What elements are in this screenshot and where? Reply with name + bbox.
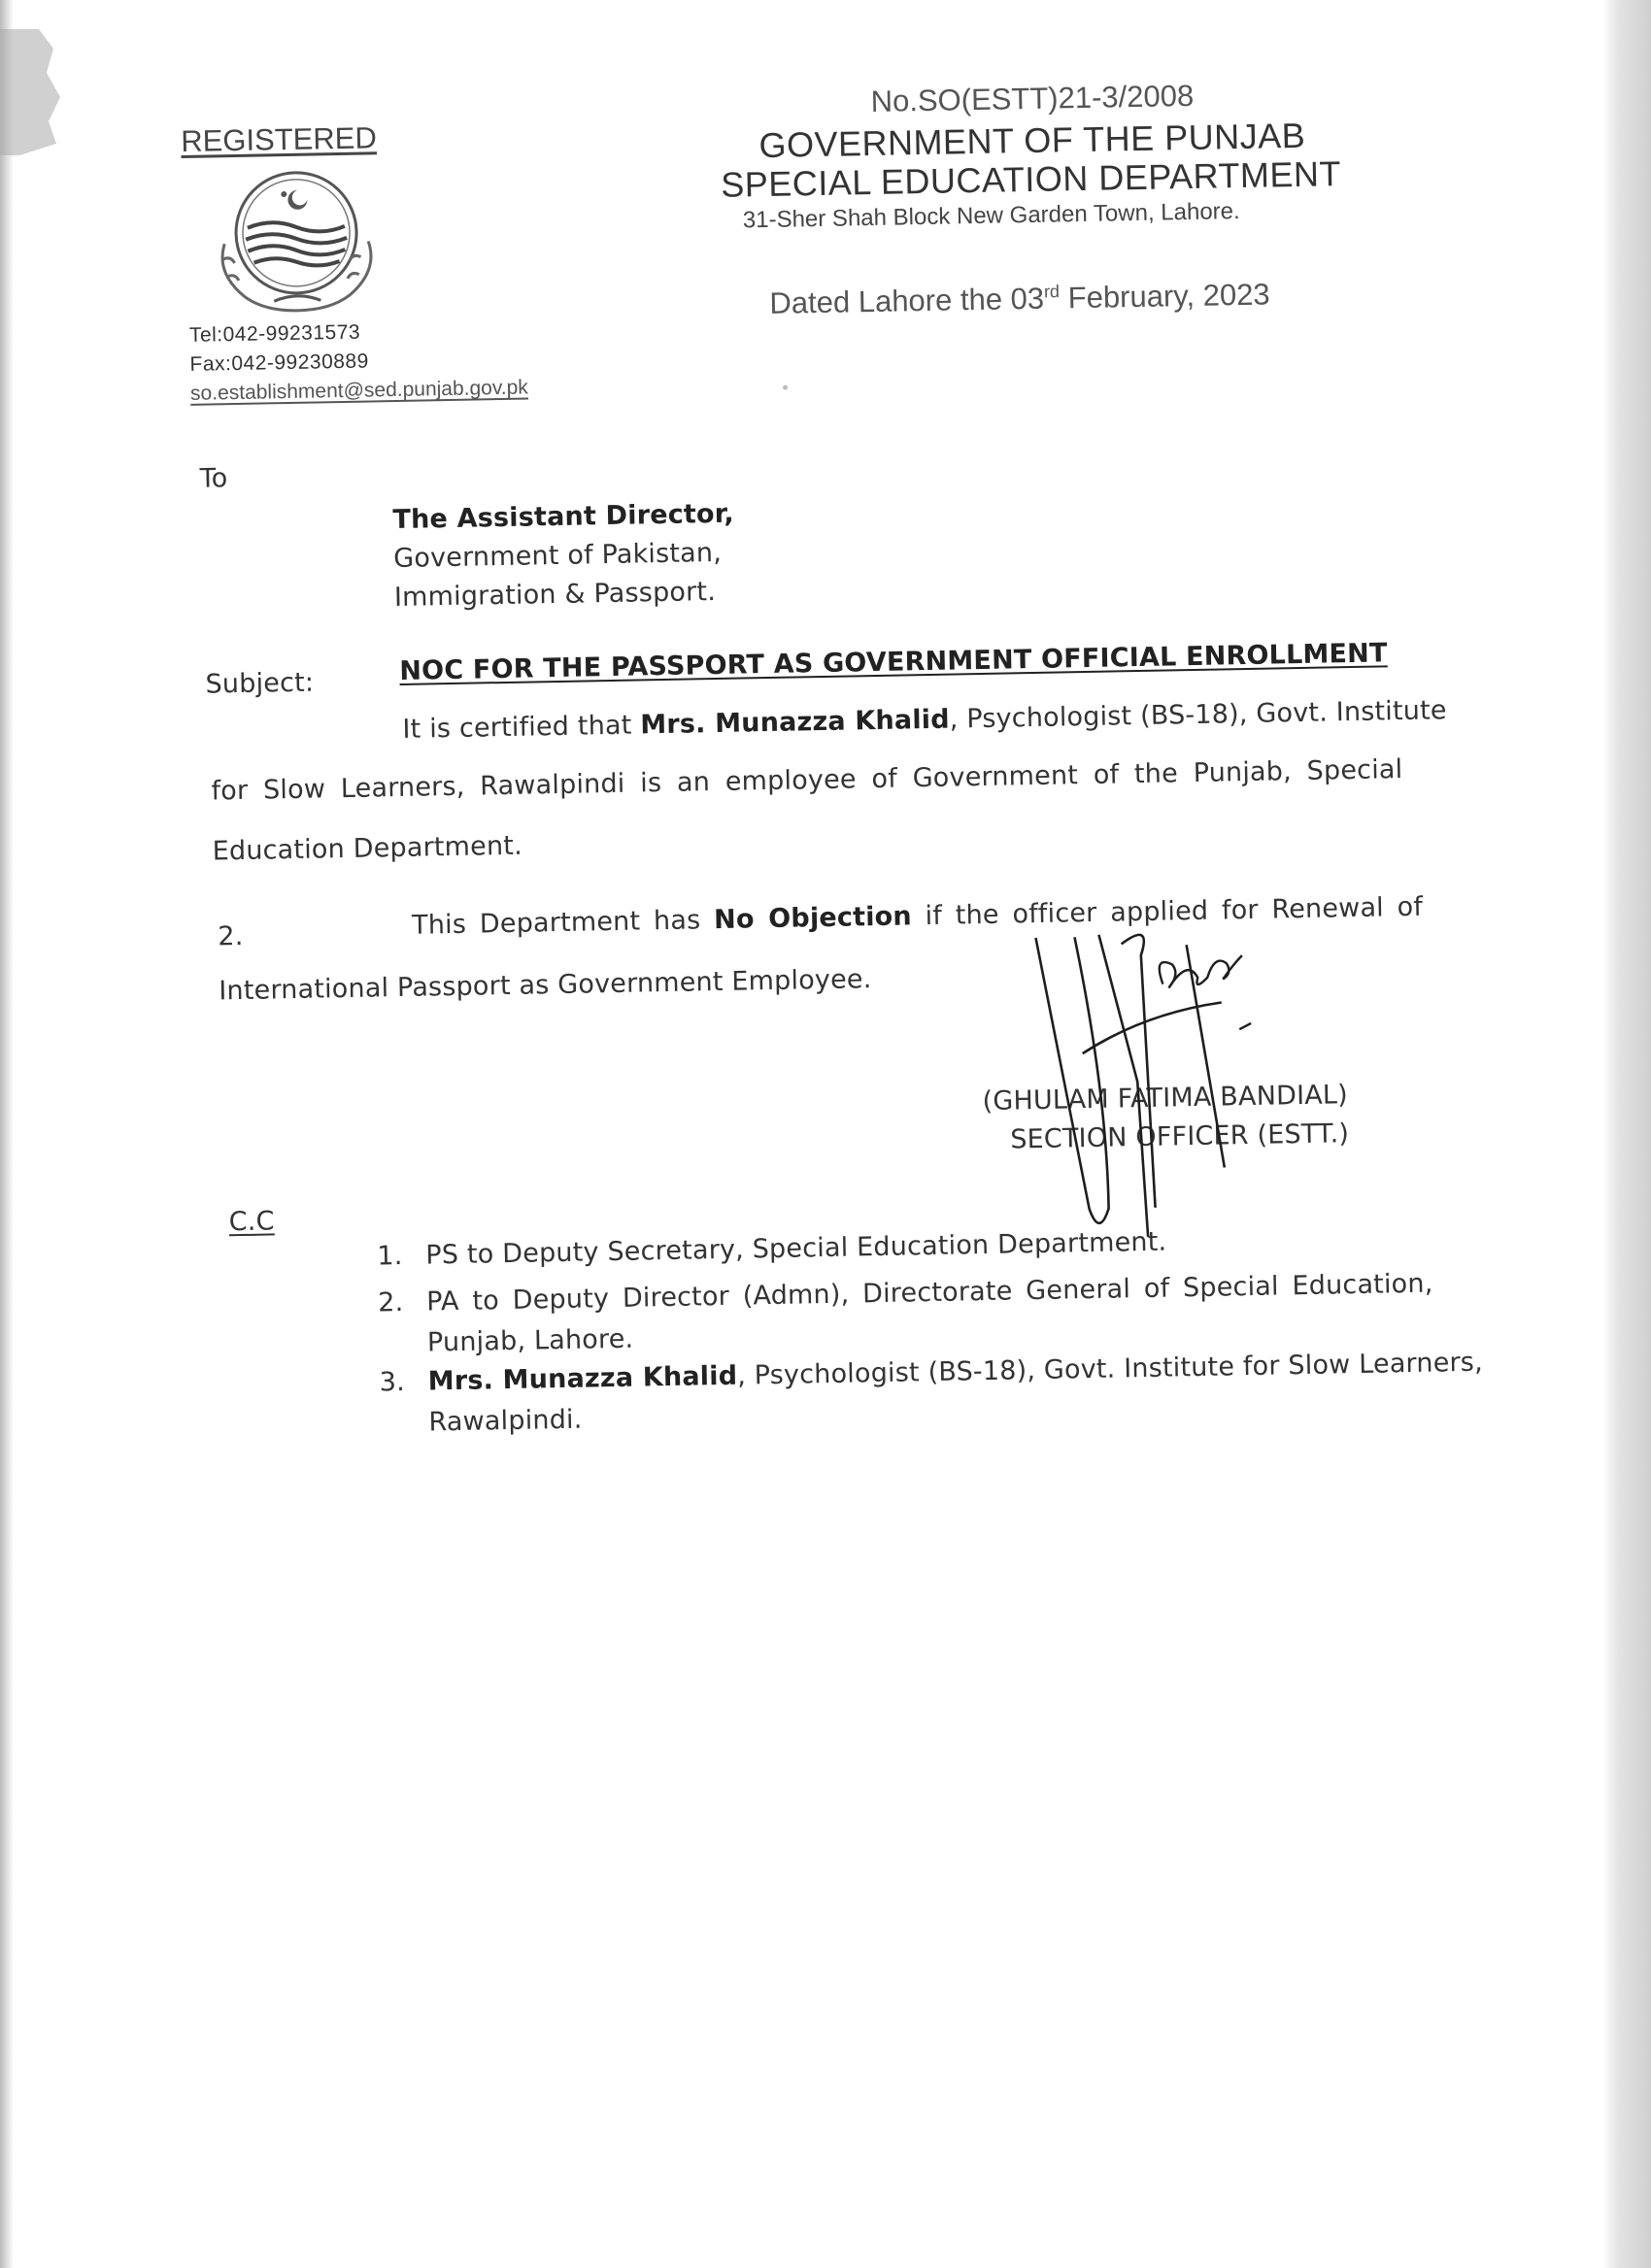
- letter-date: [769, 277, 1270, 320]
- punjab-seal-icon: [204, 163, 389, 321]
- telephone-number: Tel:042-99231573: [188, 320, 361, 347]
- cc-employee-name: Mrs. Munazza Khalid: [427, 1360, 738, 1397]
- cc-item-3-continued: Rawalpindi.: [428, 1404, 583, 1438]
- no-objection-text: No Objection: [713, 901, 913, 936]
- p1-post: , Psychologist (BS-18), Govt. Institute: [949, 695, 1447, 735]
- recipient-line-3: Immigration & Passport.: [393, 576, 717, 614]
- cc-item-number: 1.: [377, 1241, 403, 1272]
- department-title: SPECIAL EDUCATION DEPARTMENT: [720, 153, 1342, 205]
- date-prefix: Dated Lahore the 03: [769, 281, 1045, 320]
- signatory-designation: SECTION OFFICER (ESTT.): [1010, 1118, 1350, 1155]
- recipient-line-2: Government of Pakistan,: [392, 537, 723, 575]
- handwritten-signature: [1026, 914, 1284, 1239]
- cc-item-text: PA to Deputy Director (Admn), Directorate General of Special Education,: [425, 1268, 1433, 1317]
- employee-name: Mrs. Munazza Khalid: [640, 704, 951, 741]
- date-month-year: February, 2023: [1059, 277, 1270, 316]
- cc-item-1: [377, 1227, 1166, 1272]
- paragraph-2-number: 2.: [218, 920, 244, 952]
- p2-pre: This Department has: [411, 905, 715, 941]
- p2-post: if the officer applied for Renewal of: [911, 891, 1424, 932]
- paragraph-1-line-1: [402, 695, 1447, 745]
- p1-pre: It is certified that: [402, 710, 641, 745]
- date-suffix-ordinal: rd: [1043, 282, 1061, 302]
- paragraph-2-line-2: International Passport as Government Employee.: [219, 964, 872, 1007]
- speck: [783, 385, 788, 390]
- government-title: GOVERNMENT OF THE PUNJAB: [758, 115, 1306, 166]
- cc-item-text: , Psychologist (BS-18), Govt. Institute for Slow Learners,: [736, 1347, 1484, 1391]
- cc-item-2-continued: Punjab, Lahore.: [426, 1323, 634, 1358]
- signatory-name: (GHULAM FATIMA BANDIAL): [982, 1080, 1349, 1117]
- cc-item-number: 2.: [377, 1286, 404, 1318]
- paragraph-1-line-2: for Slow Learners, Rawalpindi is an employee of Government of the Punjab, Special: [211, 754, 1403, 807]
- recipient-line-1: The Assistant Director,: [392, 498, 735, 536]
- to-label: To: [199, 463, 228, 494]
- cc-item-2: [378, 1269, 1433, 1318]
- registered-label: REGISTERED: [180, 120, 378, 158]
- cc-label: C.C: [228, 1206, 275, 1238]
- paragraph-1-line-3: Education Department.: [212, 830, 523, 867]
- department-address: 31-Sher Shah Block New Garden Town, Lahore.: [742, 198, 1240, 234]
- subject-text: NOC FOR THE PASSPORT AS GOVERNMENT OFFICIAL ENROLLMENT: [399, 638, 1388, 686]
- email-link[interactable]: so.establishment@sed.punjab.gov.pk: [189, 376, 529, 405]
- subject-label: Subject:: [205, 667, 315, 700]
- reference-number: No.SO(ESTT)21-3/2008: [870, 78, 1195, 118]
- cc-item-text: PS to Deputy Secretary, Special Education Department.: [425, 1226, 1167, 1271]
- fax-number: Fax:042-99230889: [189, 350, 370, 376]
- cc-item-number: 3.: [379, 1366, 406, 1398]
